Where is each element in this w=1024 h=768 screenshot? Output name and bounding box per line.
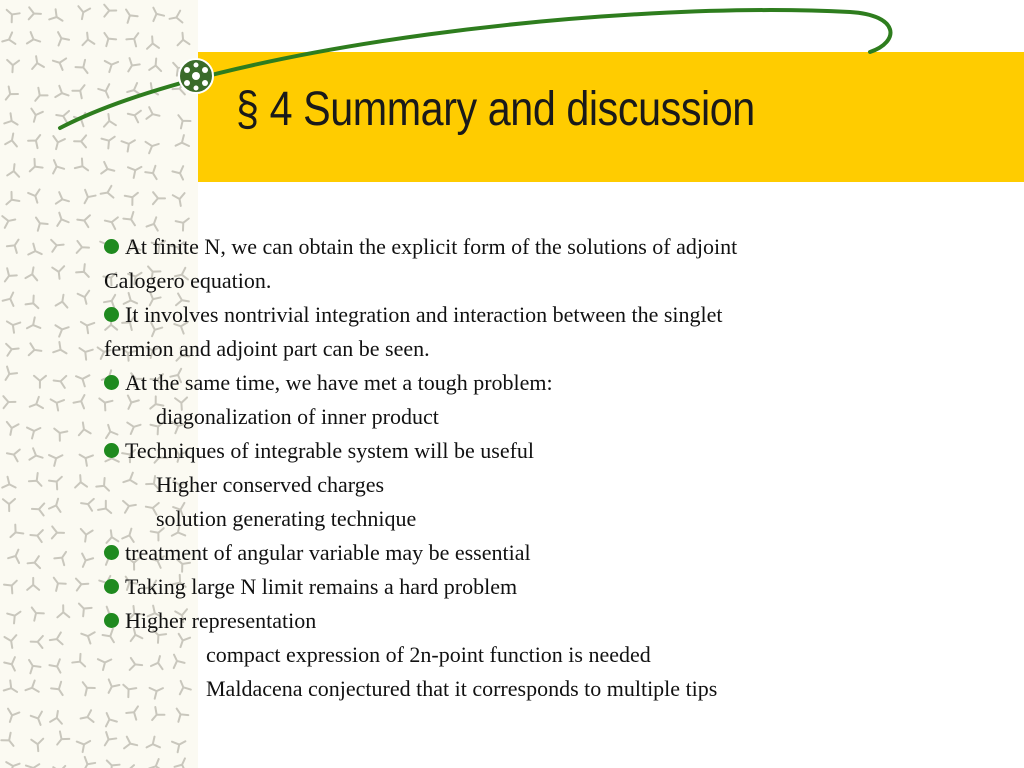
pattern-glyph: [52, 731, 69, 748]
pattern-glyph: [101, 711, 117, 727]
bullet-text: It involves nontrivial integration and interaction between the singlet: [125, 302, 723, 327]
pattern-glyph: [76, 214, 90, 228]
pattern-glyph: [3, 499, 15, 511]
pattern-glyph: [4, 657, 20, 673]
pattern-glyph: [0, 367, 17, 384]
pattern-glyph: [148, 707, 165, 724]
pattern-glyph: [30, 529, 43, 542]
green-bullet-icon: [104, 375, 119, 390]
pattern-glyph: [0, 268, 17, 285]
pattern-glyph: [31, 739, 44, 752]
bullet-text: Higher representation: [125, 608, 317, 633]
pattern-glyph: [4, 422, 18, 436]
pattern-glyph: [28, 244, 44, 260]
pattern-glyph: [29, 343, 43, 357]
pattern-glyph: [50, 424, 67, 441]
pattern-glyph: [147, 215, 162, 230]
sub-item: [104, 400, 984, 434]
continuation-text: fermion and adjoint part can be seen.: [104, 336, 430, 361]
bullet-item: [104, 366, 984, 400]
pattern-glyph: [79, 710, 93, 724]
pattern-glyph: [4, 635, 18, 649]
pattern-glyph: [77, 421, 91, 435]
continuation-line: [104, 332, 984, 366]
pattern-glyph: [49, 632, 63, 646]
sub-item-text: Higher conserved charges: [156, 472, 385, 497]
pattern-glyph: [54, 211, 69, 226]
pattern-glyph: [31, 214, 48, 231]
pattern-glyph: [7, 607, 24, 624]
pattern-glyph: [2, 477, 18, 493]
pattern-glyph: [25, 266, 39, 280]
pattern-glyph: [4, 316, 20, 332]
pattern-glyph: [79, 628, 94, 643]
pattern-glyph: [53, 342, 69, 358]
pattern-glyph: [74, 371, 90, 387]
green-bullet-icon: [104, 239, 119, 254]
pattern-glyph: [28, 397, 43, 412]
pattern-glyph: [6, 758, 21, 768]
pattern-glyph: [52, 266, 65, 279]
pattern-glyph: [78, 317, 94, 333]
pattern-glyph: [29, 473, 46, 490]
pattern-glyph: [4, 680, 21, 697]
pattern-glyph: [79, 757, 95, 768]
pattern-glyph: [2, 214, 16, 228]
bullet-item: [104, 536, 984, 570]
pattern-glyph: [76, 264, 93, 281]
pattern-glyph: [72, 654, 89, 671]
green-bullet-icon: [104, 545, 119, 560]
green-bullet-icon: [104, 613, 119, 628]
sub-sub-item: [104, 672, 984, 706]
pattern-glyph: [144, 737, 160, 753]
pattern-glyph: [73, 392, 89, 408]
pattern-glyph: [6, 343, 19, 356]
continuation-line: [104, 264, 984, 298]
pattern-glyph: [52, 526, 64, 538]
bullet-item: [104, 604, 984, 638]
pattern-glyph: [53, 375, 66, 388]
pattern-glyph: [29, 448, 44, 463]
pattern-glyph: [175, 756, 191, 768]
bullet-text: At the same time, we have met a tough problem:: [125, 370, 553, 395]
pattern-glyph: [30, 636, 42, 648]
pattern-glyph: [7, 236, 24, 253]
sub-sub-item-text: compact expression of 2n-point function is needed: [206, 642, 651, 667]
continuation-text: Calogero equation.: [104, 268, 272, 293]
pattern-glyph: [50, 710, 64, 724]
green-bullet-icon: [104, 443, 119, 458]
pattern-glyph: [26, 296, 43, 313]
bullet-text: Taking large N limit remains a hard problem: [125, 574, 518, 599]
pattern-glyph: [104, 215, 118, 229]
bullet-text: At finite N, we can obtain the explicit form of the solutions of adjoint: [125, 234, 738, 259]
pattern-glyph: [48, 394, 64, 410]
pattern-glyph: [34, 376, 46, 388]
slide-title: § 4 Summary and discussion: [236, 83, 755, 136]
pattern-glyph: [57, 605, 69, 617]
pattern-glyph: [147, 759, 162, 768]
slide-body: [104, 230, 984, 706]
pattern-glyph: [54, 549, 71, 566]
pattern-glyph: [77, 736, 93, 752]
pattern-glyph: [4, 576, 21, 593]
pattern-glyph: [80, 497, 94, 511]
pattern-glyph: [24, 317, 40, 333]
pattern-glyph: [51, 682, 68, 699]
sub-item: [104, 468, 984, 502]
pattern-glyph: [123, 212, 140, 229]
green-bullet-icon: [104, 307, 119, 322]
pattern-glyph: [76, 578, 89, 591]
pattern-glyph: [124, 737, 138, 751]
sub-item: [104, 502, 984, 536]
pattern-glyph: [49, 450, 65, 466]
pattern-glyph: [1, 733, 18, 750]
pattern-glyph: [32, 503, 45, 516]
pattern-glyph: [103, 756, 120, 768]
pattern-glyph: [27, 556, 40, 569]
pattern-glyph: [4, 709, 19, 724]
pattern-glyph: [100, 732, 117, 749]
bullet-item: [104, 298, 984, 332]
green-bullet-icon: [104, 579, 119, 594]
sub-item-text: solution generating technique: [156, 506, 417, 531]
pattern-glyph: [49, 497, 64, 512]
pattern-glyph: [24, 657, 41, 674]
pattern-glyph: [75, 599, 92, 616]
pattern-glyph: [27, 604, 44, 621]
pattern-glyph: [172, 705, 189, 722]
pattern-glyph: [6, 525, 23, 542]
pattern-glyph: [26, 759, 43, 768]
pattern-glyph: [120, 763, 134, 768]
pattern-glyph: [172, 736, 188, 752]
pattern-glyph: [49, 659, 65, 675]
pattern-glyph: [8, 547, 24, 563]
pattern-glyph: [49, 574, 66, 591]
pattern-glyph: [56, 294, 70, 308]
pattern-glyph: [55, 322, 70, 337]
pattern-glyph: [6, 447, 20, 461]
pattern-glyph: [78, 679, 95, 696]
pattern-glyph: [3, 290, 19, 306]
bullet-item: [104, 434, 984, 468]
sub-sub-item-text: Maldacena conjectured that it corresponds to multiple tips: [206, 676, 718, 701]
sub-sub-item: [104, 638, 984, 672]
bullet-text: Techniques of integrable system will be useful: [125, 438, 535, 463]
pattern-glyph: [3, 396, 15, 408]
pattern-glyph: [49, 472, 66, 489]
pattern-glyph: [23, 680, 38, 695]
pattern-glyph: [74, 475, 87, 488]
pattern-glyph: [27, 578, 39, 590]
pattern-glyph: [77, 554, 93, 570]
pattern-glyph: [27, 423, 43, 439]
molecule-icon: [179, 59, 213, 93]
pattern-glyph: [76, 343, 93, 360]
bullet-text: treatment of angular variable may be essential: [125, 540, 531, 565]
bullet-item: [104, 570, 984, 604]
pattern-glyph: [176, 214, 193, 231]
pattern-glyph: [78, 291, 93, 306]
bullet-item: [104, 230, 984, 264]
sub-item-text: diagonalization of inner product: [156, 404, 439, 429]
pattern-glyph: [31, 712, 46, 727]
pattern-glyph: [79, 529, 92, 542]
pattern-glyph: [51, 239, 64, 252]
pattern-glyph: [77, 241, 90, 254]
pattern-glyph: [77, 449, 93, 465]
